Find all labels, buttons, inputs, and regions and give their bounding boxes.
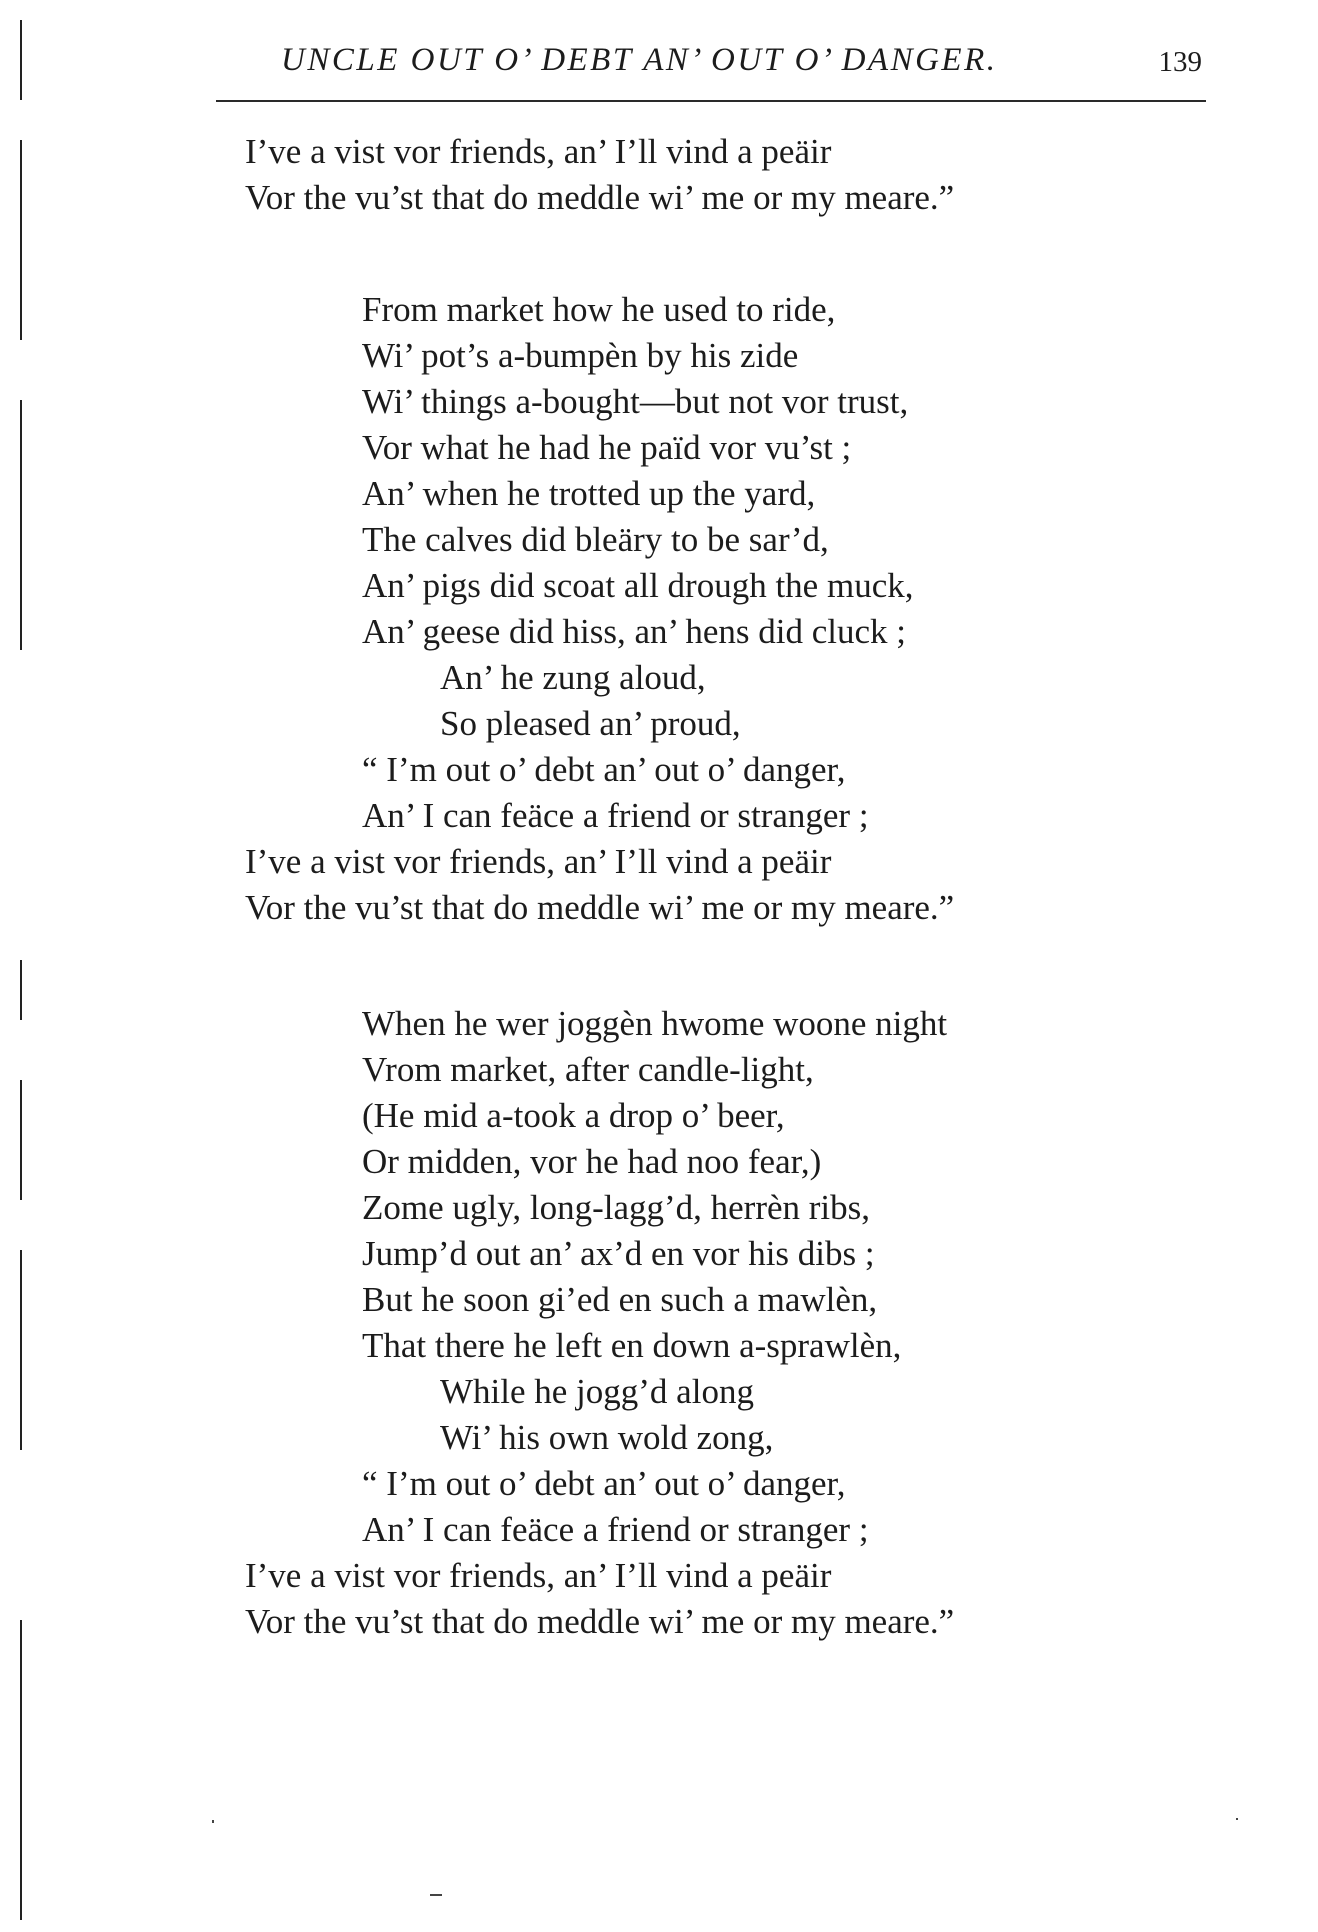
poem-line: Vor what he had he païd vor vu’st ; — [362, 428, 852, 467]
poem-line: I’ve a vist vor friends, an’ I’ll vind a peäir — [245, 132, 832, 171]
poem-line: “ I’m out o’ debt an’ out o’ danger, — [362, 750, 846, 789]
poem-line: An’ I can feäce a friend or stranger ; — [362, 1510, 869, 1549]
poem-line: An’ I can feäce a friend or stranger ; — [362, 796, 869, 835]
poem-line: From market how he used to ride, — [362, 290, 836, 329]
poem-line: The calves did bleäry to be sar’d, — [362, 520, 829, 559]
poem-line: Vor the vu’st that do meddle wi’ me or my meare.” — [245, 178, 955, 217]
poem-line: So pleased an’ proud, — [440, 704, 741, 743]
poem-line: An’ geese did hiss, an’ hens did cluck ; — [362, 612, 906, 651]
poem-line: Vor the vu’st that do meddle wi’ me or my meare.” — [245, 1602, 955, 1641]
poem-line: Vor the vu’st that do meddle wi’ me or my meare.” — [245, 888, 955, 927]
poem-line: An’ when he trotted up the yard, — [362, 474, 816, 513]
print-speck — [212, 1820, 214, 1823]
poem-line: Wi’ pot’s a-bumpèn by his zide — [362, 336, 799, 375]
poem-line: When he wer joggèn hwome woone night — [362, 1004, 948, 1043]
poem-line: “ I’m out o’ debt an’ out o’ danger, — [362, 1464, 846, 1503]
poem-line: Wi’ his own wold zong, — [440, 1418, 774, 1457]
binding-edge-mark — [20, 960, 22, 1020]
print-speck — [430, 1894, 442, 1896]
poem-line: Jump’d out an’ ax’d en vor his dibs ; — [362, 1234, 875, 1273]
binding-edge-mark — [20, 1080, 22, 1200]
binding-edge-mark — [20, 20, 22, 100]
poem-line: (He mid a-took a drop o’ beer, — [362, 1096, 785, 1135]
running-title: UNCLE OUT O’ DEBT AN’ OUT O’ DANGER. — [281, 42, 998, 78]
poem-line: But he soon gi’ed en such a mawlèn, — [362, 1280, 878, 1319]
binding-edge-mark — [20, 400, 22, 650]
poem-line: Vrom market, after candle-light, — [362, 1050, 814, 1089]
binding-edge-mark — [20, 140, 22, 340]
running-header — [216, 40, 1206, 90]
poem-line: Wi’ things a-bought—but not vor trust, — [362, 382, 909, 421]
poem-line: That there he left en down a-sprawlèn, — [362, 1326, 902, 1365]
print-speck — [1236, 1818, 1238, 1820]
poem-line: I’ve a vist vor friends, an’ I’ll vind a peäir — [245, 842, 832, 881]
header-rule — [216, 100, 1206, 102]
poem-line: While he jogg’d along — [440, 1372, 754, 1411]
poem-line: An’ pigs did scoat all drough the muck, — [362, 566, 914, 605]
binding-edge-mark — [20, 1250, 22, 1450]
poem-line: Or midden, vor he had noo fear,) — [362, 1142, 822, 1181]
poem-line: I’ve a vist vor friends, an’ I’ll vind a peäir — [245, 1556, 832, 1595]
page-number: 139 — [1158, 46, 1202, 78]
poem-line: Zome ugly, long-lagg’d, herrèn ribs, — [362, 1188, 871, 1227]
poem-line: An’ he zung aloud, — [440, 658, 706, 697]
binding-edge-mark — [20, 1620, 22, 1920]
